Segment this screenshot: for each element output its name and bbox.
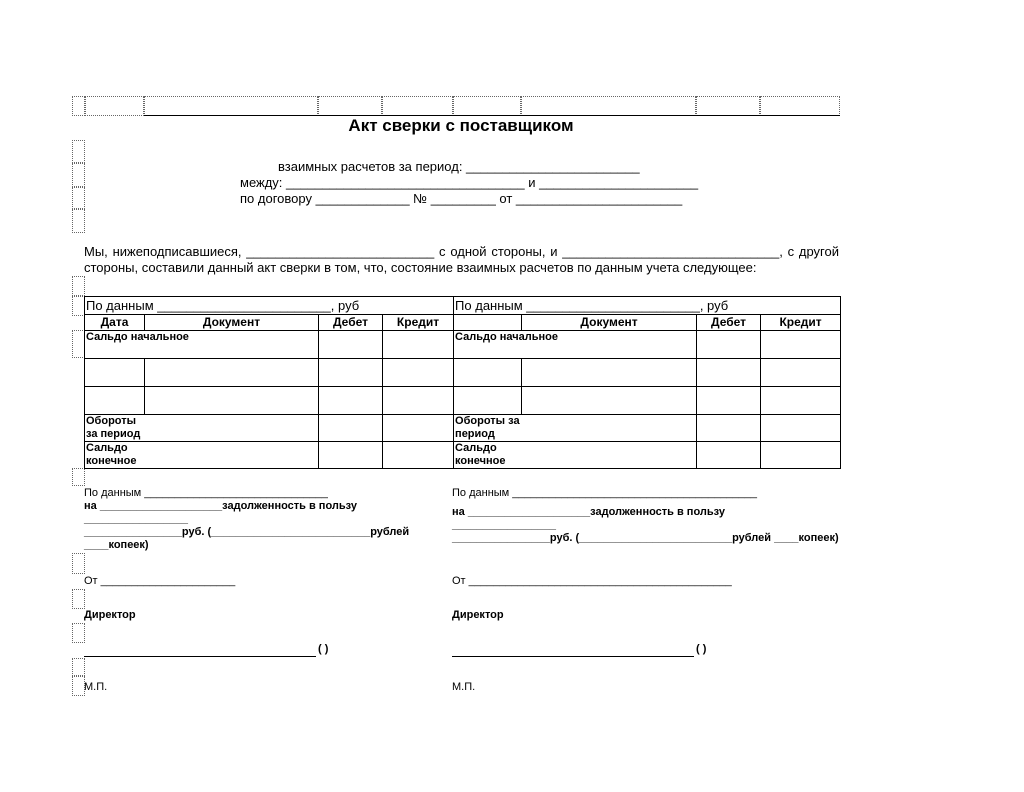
left-source-cell: По данным ________________________, руб (85, 297, 454, 315)
intro-line-2: стороны, составили данный акт сверки в том, что, состояние взаимных расчетов по данным учета следующее: (84, 260, 757, 275)
table-cell (761, 331, 841, 359)
contract-line: по договору _____________ № _________ от _______________________ (240, 191, 683, 206)
table-cell (145, 359, 319, 387)
debit-header-right: Дебет (697, 315, 761, 331)
opening-balance-row (85, 331, 841, 359)
table-cell (85, 387, 145, 415)
grid-cell (318, 96, 382, 116)
left-debt-line-4: ____копеек) (84, 539, 149, 551)
right-source-cell: По данным ________________________, руб (454, 297, 841, 315)
table-cell (454, 359, 522, 387)
debit-header-left: Дебет (319, 315, 383, 331)
right-signature-line (452, 656, 694, 657)
left-stamp: М.П. (84, 681, 108, 693)
grid-cell (72, 658, 85, 676)
grid-cell (72, 209, 85, 233)
grid-cell (72, 140, 85, 163)
opening-balance-left: Сальдо начальное (85, 331, 319, 359)
table-cell (454, 387, 522, 415)
between-line: между: _________________________________ и ______________________ (240, 175, 699, 190)
right-debt-line-1: на ____________________задолженность в пользу (452, 506, 725, 518)
table-cell (761, 415, 841, 442)
date-header-left: Дата (85, 315, 145, 331)
table-cell (319, 442, 383, 469)
left-signature-paren: ( ) (318, 643, 329, 655)
turnover-left-cell (85, 415, 319, 442)
right-signature-paren: ( ) (696, 643, 707, 655)
grid-cell (72, 623, 85, 643)
grid-cell (72, 468, 85, 486)
left-director: Директор (84, 609, 136, 621)
table-cell (319, 359, 383, 387)
grid-cell (72, 589, 85, 609)
grid-cell (72, 96, 85, 116)
turnover-row (85, 415, 841, 442)
table-cell (697, 415, 761, 442)
turnover-right: Обороты за период (455, 415, 520, 440)
source-row (85, 297, 841, 315)
grid-cell (521, 96, 696, 116)
grid-cell (760, 96, 840, 116)
table-cell (383, 442, 454, 469)
document-header-right: Документ (522, 315, 697, 331)
right-from: От ___________________________________________ (452, 575, 732, 587)
grid-cell (696, 96, 760, 116)
grid-cell (382, 96, 453, 116)
grid-cell (144, 96, 318, 116)
right-stamp: М.П. (452, 681, 476, 693)
table-cell (319, 387, 383, 415)
left-from: От ______________________ (84, 575, 236, 587)
table-cell (522, 359, 697, 387)
right-by-data: По данным ________________________________________ (452, 487, 757, 499)
table-row (85, 387, 841, 415)
table-cell (145, 387, 319, 415)
table-cell (319, 415, 383, 442)
left-by-data: По данным ______________________________ (84, 487, 328, 499)
period-line: взаимных расчетов за период: ________________________ (278, 159, 640, 174)
table-cell (697, 387, 761, 415)
right-debt-line-2: _________________ (452, 519, 557, 531)
left-signature-line (84, 656, 316, 657)
date-header-right (454, 315, 522, 331)
table-cell (383, 387, 454, 415)
closing-balance-row (85, 442, 841, 469)
right-debt-line-3: ________________руб. (_________________________рублей ____копеек) (452, 532, 839, 544)
grid-cell (72, 276, 85, 296)
turnover-right-cell (454, 415, 697, 442)
right-director: Директор (452, 609, 504, 621)
table-cell (522, 387, 697, 415)
table-cell (697, 442, 761, 469)
left-debt-line-1: на ____________________задолженность в пользу (84, 500, 357, 512)
table-row (85, 359, 841, 387)
table-cell (383, 331, 454, 359)
grid-cell (72, 553, 85, 574)
table-cell (697, 359, 761, 387)
credit-header-right: Кредит (761, 315, 841, 331)
grid-cell (85, 96, 144, 116)
table-cell (383, 359, 454, 387)
page-title: Акт сверки с поставщиком (348, 116, 574, 135)
grid-cell (453, 96, 521, 116)
closing-balance-right: Сальдо конечное (455, 442, 506, 467)
closing-right-cell (454, 442, 697, 469)
intro-line-1: Мы, нижеподписавшиеся, __________________________ с одной стороны, и ______________________________, с другой (84, 244, 839, 259)
closing-balance-left: Сальдо конечное (86, 442, 137, 467)
reconciliation-table (84, 296, 841, 469)
table-cell (85, 359, 145, 387)
left-debt-line-2: _________________ (84, 513, 189, 525)
closing-left-cell (85, 442, 319, 469)
table-cell (319, 331, 383, 359)
document-header-left: Документ (145, 315, 319, 331)
credit-header-left: Кредит (383, 315, 454, 331)
table-cell (697, 331, 761, 359)
table-cell (761, 442, 841, 469)
left-debt-line-3: ________________руб. (__________________________рублей (84, 526, 410, 538)
grid-cell (72, 163, 85, 187)
header-row (85, 315, 841, 331)
table-cell (383, 415, 454, 442)
grid-cell (72, 187, 85, 209)
turnover-left: Обороты за период (86, 415, 141, 440)
opening-balance-right: Сальдо начальное (454, 331, 697, 359)
table-cell (761, 387, 841, 415)
table-cell (761, 359, 841, 387)
